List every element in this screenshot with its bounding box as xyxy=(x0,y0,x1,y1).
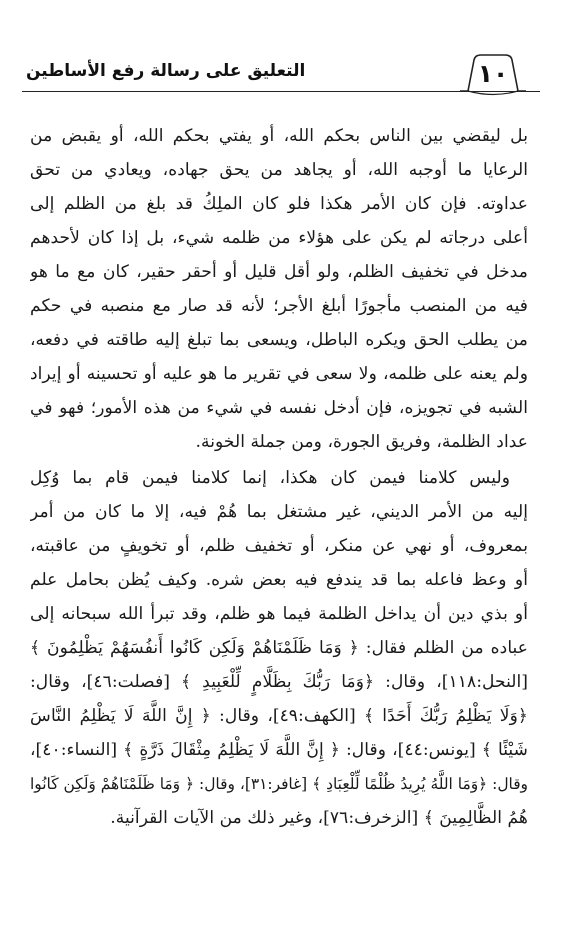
text-line: [النحل:١١٨]، وقال: ﴿وَمَا رَبُّكَ بِظَلَّامٍ لِّلْعَبِيدِ ﴾ [فصلت:٤٦]، وقال: xyxy=(30,672,528,692)
text-line: أو بذي دين أن يداخل الظلمة فيما هو ظلم، وقد تبرأ الله سبحانه إلى xyxy=(30,604,528,624)
page-number: ١٠ xyxy=(477,59,509,88)
text-line: عباده من الظلم فقال: ﴿ وَمَا ظَلَمْنَاهُمْ وَلَكِن كَانُوا أَنفُسَهُمْ يَظْلِمُونَ ﴾ xyxy=(30,638,528,658)
text-line: إليه من الأمر الديني، غير مشتغل بما هُمْ فيه، إلا ما كان من أمر xyxy=(30,502,528,522)
text-line: الشبه في تجويزه، فإن أدخل نفسه في شيء من هذه الأمور؛ فهو في xyxy=(30,398,528,418)
text-line: وليس كلامنا فيمن كان هكذا، إنما كلامنا فيمن قام بما وُكِل xyxy=(30,468,510,488)
header-rule xyxy=(22,91,540,92)
text-line: ﴿وَلَا يَظْلِمُ رَبُّكَ أَحَدًا ﴾ [الكهف:٤٩]، وقال: ﴿ إِنَّ اللَّهَ لَا يَظْلِمُ النَّاسَ xyxy=(30,706,528,726)
text-line: الرعايا ما أوجبه الله، أو يجاهد من يحق جهاده، ويعادي من تحق xyxy=(30,160,528,180)
text-line: بمعروف، أو نهي عن منكر، أو تخفيف ظلم، أو تخويفٍ من عاقبته، xyxy=(30,536,528,556)
text-line: عداد الظلمة، وفريق الجورة، ومن جملة الخونة. xyxy=(195,432,528,452)
text-line: مدخل في تخفيف الظلم، ولو أقل قليل أو أحقر حقير، كان مع ما هو xyxy=(30,262,528,282)
text-line: هُمُ الظَّالِمِينَ ﴾ [الزخرف:٧٦]، وغير ذلك من الآيات القرآنية. xyxy=(110,808,528,828)
text-line: وقال: ﴿وَمَا اللَّهُ يُرِيدُ ظُلْمًا لِّلْعِبَادِ ﴾ [غافر:٣١]، وقال: ﴿ وَمَا ظَلَمْنَاهُمْ وَلَكِن كَانُوا xyxy=(30,775,528,793)
text-line: فيه من المنصب مأجورًا أبلغ الأجر؛ لأنه قد صار مع منصبه في حكم xyxy=(30,296,528,316)
text-line: بل ليقضي بين الناس بحكم الله، أو يفتي بحكم الله، أو يقبض من xyxy=(30,126,528,146)
page-header xyxy=(22,52,540,98)
text-line: ولم يعنه على ظلمه، ولا سعى في تقرير ما هو عليه أو تحسينه أو إيراد xyxy=(30,364,528,384)
text-line: شَيْئًا ﴾ [يونس:٤٤]، وقال: ﴿ إِنَّ اللَّهَ لَا يَظْلِمُ مِثْقَالَ ذَرَّةٍ ﴾ [النساء:٤٠]، xyxy=(30,740,528,760)
text-line: أو وعظ فاعله بما قد يندفع فيه بعض شره. وكيف يُظن بحامل علم xyxy=(30,570,528,590)
body-text xyxy=(30,119,528,835)
text-line: عداوته. فإن كان الأمر هكذا فلو كان الملِكُ قد بلغ من الظلم إلى xyxy=(30,194,528,214)
text-line: من يطلب الحق ويكره الباطل، ويسعى بما تبلغ إليه طاقته في دفعه، xyxy=(30,330,528,350)
running-title: التعليق على رسالة رفع الأساطين xyxy=(26,61,306,81)
text-line: أعلى درجاته لم يكن على هؤلاء من ظلمه شيء، بل إذا كان لأحدهم xyxy=(30,228,528,248)
